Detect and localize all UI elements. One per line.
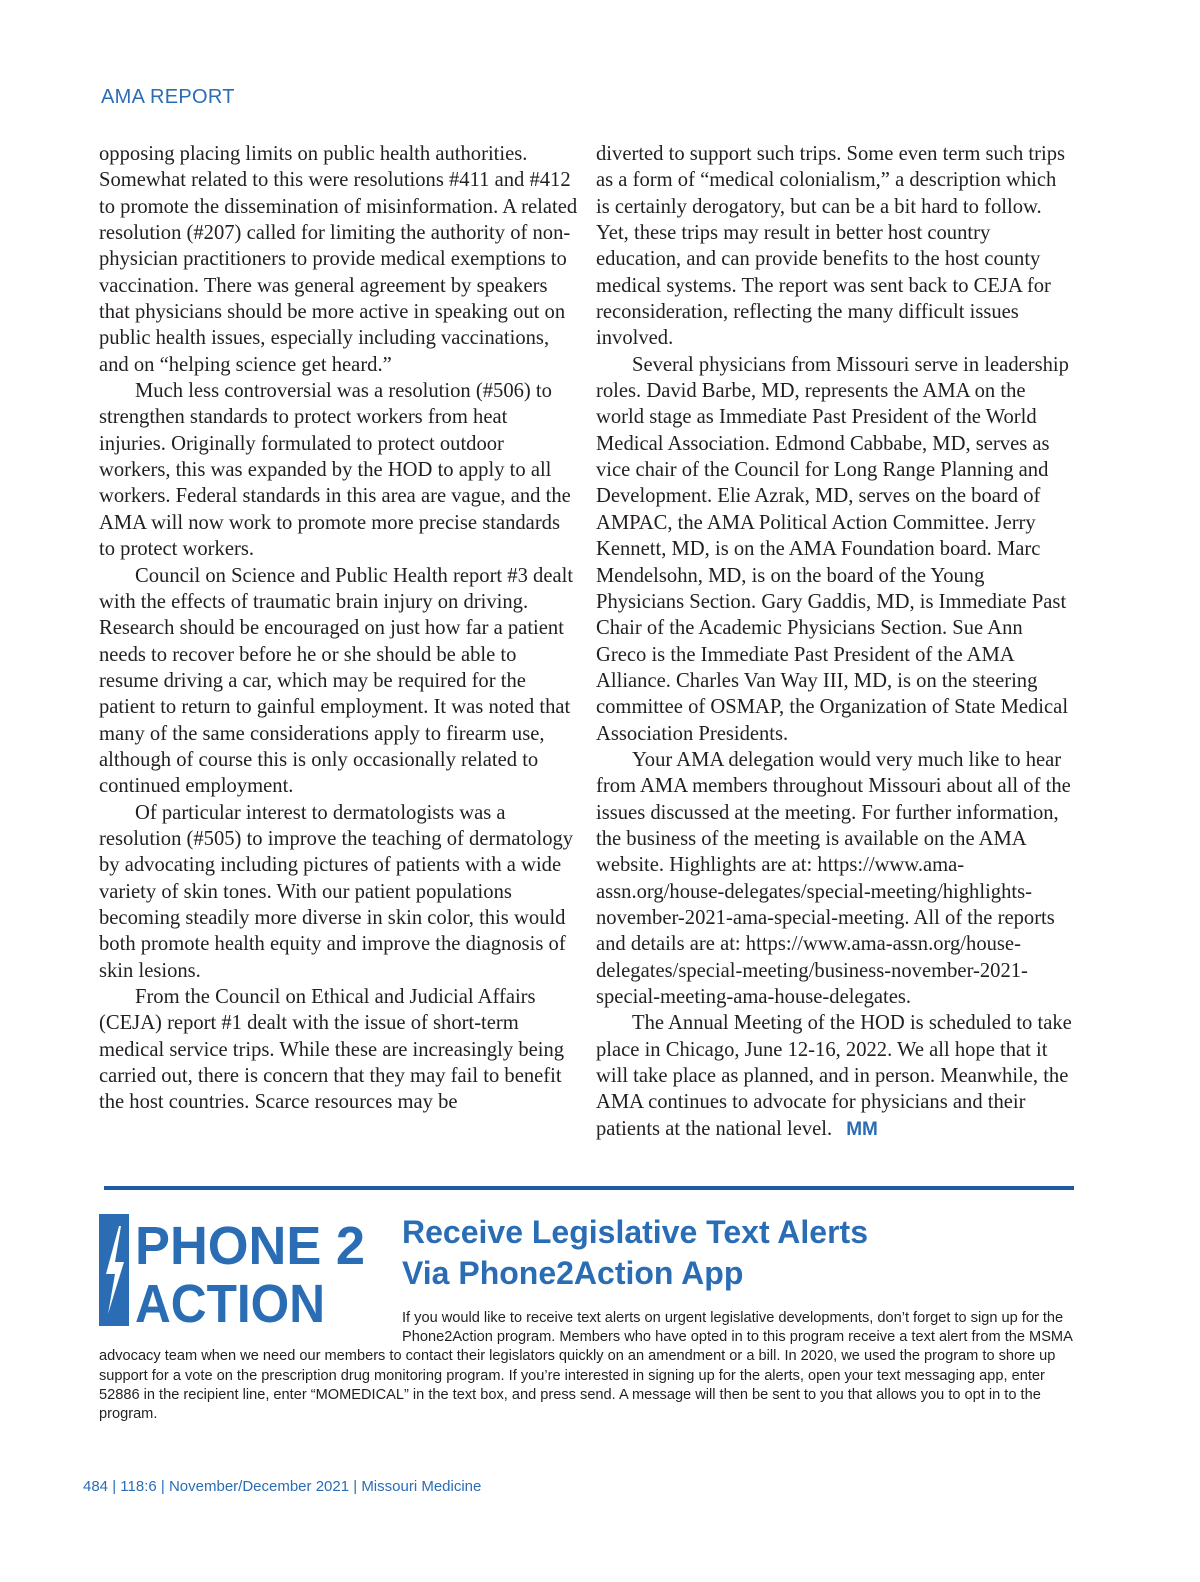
- article-right-column: [596, 141, 1074, 1143]
- article-left-column: [99, 141, 579, 1116]
- page-number: 484: [83, 1478, 109, 1495]
- article-paragraph-text: The Annual Meeting of the HOD is scheduled to take place in Chicago, June 12-16, 2022. We all hope that it will take place as planned, and in person. Meanwhile, the AMA continues to advocate for physicians and their patients at the national level.: [596, 1012, 1072, 1140]
- footer-separator: |: [160, 1478, 165, 1495]
- promo-title-line2: Via Phone2Action App: [402, 1255, 744, 1291]
- logo-line2: ACTION: [135, 1274, 325, 1326]
- article-paragraph: Much less controversial was a resolution (#506) to strengthen standards to protect workers from heat injuries. Originally formulated to protect outdoor workers, this was expanded by the HOD to apply to all workers. Federal standards in this area are vague, and the AMA will now work to promote more precise standards to protect workers.: [99, 380, 571, 561]
- promo-body: [99, 1309, 1074, 1424]
- page-footer: [83, 1478, 481, 1495]
- promo-body-text: If you would like to receive text alerts on urgent legislative developments, don’t forget to sign up for the Phone2Action program. Members who have opted in to this program receive a text alert from the MSMA advocacy team when we need our members to contact their legislators quickly on an amendment or a bill. In 2020, we used the program to shore up support for a vote on the prescription drug monitoring program. If you’re interested in signing up for the alerts, open your text messaging app, enter 52886 in the recipient line, enter “MOMEDICAL” in the text box, and press send. A message will then be sent to you that allows you to opt in to the program.: [99, 1310, 1073, 1423]
- promo-title: [402, 1212, 1082, 1294]
- footer-separator: |: [353, 1478, 358, 1495]
- article-paragraph: From the Council on Ethical and Judicial Affairs (CEJA) report #1 dealt with the issue of short-term medical service trips. While these are increasingly being carried out, there is concern that they may fail to benefit the host countries. Scarce resources may be: [99, 986, 565, 1114]
- issue-date: November/December 2021: [168, 1478, 350, 1495]
- footer-separator: |: [112, 1478, 117, 1495]
- author-signoff: MM: [846, 1118, 878, 1140]
- issue-number: 118:6: [120, 1478, 157, 1495]
- article-paragraph: opposing placing limits on public health authorities. Somewhat related to this were resolutions #411 and #412 to promote the dissemination of misinformation. A related resolution (#207) called for limiting the authority of non-physician practitioners to provide medical exemptions to vaccination. There was general agreement by speakers that physicians should be more active in speaking out on public health issues, especially including vaccinations, and on “helping science get heard.”: [99, 143, 578, 376]
- article-paragraph: Several physicians from Missouri serve in leadership roles. David Barbe, MD, represents the AMA on the world stage as Immediate Past President of the World Medical Association. Edmond Cabbabe, MD, serves as vice chair of the Council for Long Range Planning and Development. Elie Azrak, MD, serves on the board of AMPAC, the AMA Political Action Committee. Jerry Kennett, MD, is on the AMA Foundation board. Marc Mendelsohn, MD, is on the board of the Young Physicians Section. Gary Gaddis, MD, is Immediate Past Chair of the Academic Physicians Section. Sue Ann Greco is the Immediate Past President of the AMA Alliance. Charles Van Way III, MD, is on the steering committee of OSMAP, the Organization of State Medical Association Presidents.: [596, 353, 1069, 745]
- section-divider: [104, 1186, 1074, 1190]
- article-paragraph: Your AMA delegation would very much like to hear from AMA members throughout Missouri about all of the issues discussed at the meeting. For further information, the business of the meeting is available on the AMA website. Highlights are at: https://www.ama-assn.org/house-delegates/special-meeting/highlights-november-2021-ama-special-meeting. All of the reports and details are at: https://www.ama-assn.org/house-delegates/special-meeting/business-november-2021-special-meeting-ama-house-delegates.: [596, 748, 1071, 1008]
- article-paragraph: Of particular interest to dermatologists was a resolution (#505) to improve the teaching of dermatology by advocating including pictures of patients with a wide variety of skin tones. With our patient populations becoming steadily more diverse in skin color, this would both promote health equity and improve the diagnosis of skin lesions.: [99, 801, 574, 982]
- logo-wrap-spacer: [99, 1309, 402, 1347]
- promo-title-line1: Receive Legislative Text Alerts: [402, 1214, 868, 1250]
- section-label: AMA REPORT: [101, 86, 235, 108]
- article-paragraph: diverted to support such trips. Some even term such trips as a form of “medical colonialism,” a description which is certainly derogatory, but can be a bit hard to follow. Yet, these trips may result in better host country education, and can provide benefits to the host county medical systems. The report was sent back to CEJA for reconsideration, reflecting the many difficult issues involved.: [596, 143, 1066, 350]
- article-paragraph: Council on Science and Public Health report #3 dealt with the effects of traumatic brain injury on driving. Research should be encouraged on just how far a patient needs to recover before he or she should be able to resume driving a car, which may be required for the patient to return to gainful employment. It was noted that many of the same considerations apply to firearm use, although of course this is only occasionally related to continued employment.: [99, 564, 574, 798]
- publication-name: Missouri Medicine: [361, 1478, 482, 1495]
- logo-line1: PHONE 2: [135, 1216, 365, 1276]
- article-final-paragraph: [596, 1010, 1074, 1143]
